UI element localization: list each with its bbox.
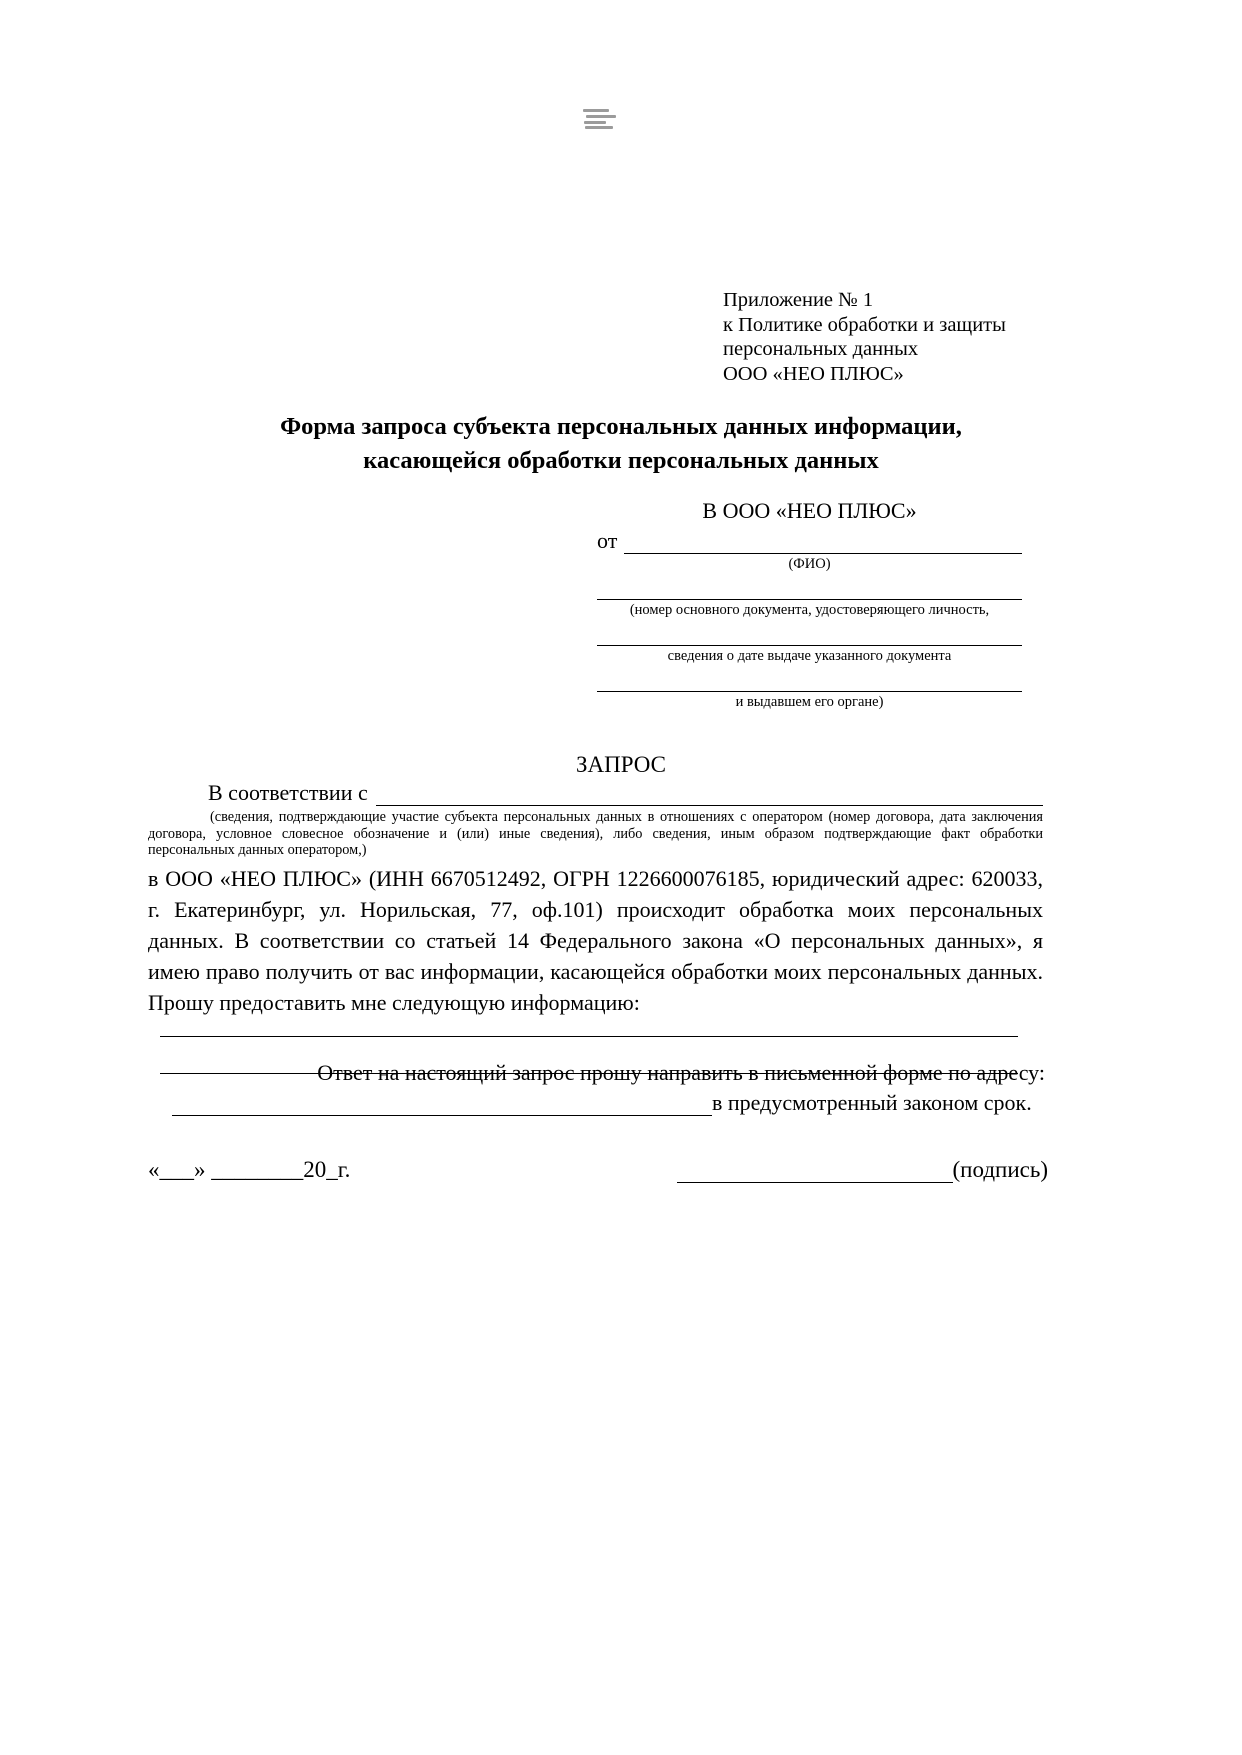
in-accordance-input-line[interactable]	[376, 785, 1043, 806]
answer-address-input-line[interactable]	[172, 1093, 712, 1116]
document-number-caption: (номер основного документа, удостоверяющего личность,	[629, 602, 990, 618]
addressee-from-row	[597, 527, 1022, 554]
header-line-company: ООО «НЕО ПЛЮС»	[723, 362, 904, 385]
header-line-policy-2: персональных данных	[723, 338, 919, 360]
document-number-input-line[interactable]	[597, 575, 1022, 600]
date-stub[interactable]: «___» ________20_г.	[148, 1157, 351, 1182]
in-accordance-row	[148, 780, 1043, 806]
answer-address-tail: в предусмотренный законом срок.	[712, 1090, 1032, 1115]
document-date-input-line[interactable]	[597, 621, 1022, 646]
answer-instruction: Ответ на настоящий запрос прошу направить в письменной форме по адресу:	[317, 1060, 1045, 1085]
in-accordance-label: В соответствии с	[208, 780, 368, 805]
signature-row	[148, 1157, 1048, 1183]
information-input-line-1[interactable]	[160, 1000, 1018, 1037]
header-line-appendix: Приложение № 1	[723, 289, 874, 311]
document-body	[148, 780, 1043, 1018]
request-heading: ЗАПРОС	[575, 752, 667, 777]
addressee-to: В ООО «НЕО ПЛЮС»	[702, 498, 917, 523]
company-logo-icon	[583, 105, 619, 131]
fio-input-line[interactable]	[624, 532, 1022, 554]
document-date-caption: сведения о дате выдаче указанного документа	[667, 648, 952, 664]
signature-input-line[interactable]	[677, 1160, 953, 1183]
document-organ-input-line[interactable]	[597, 667, 1022, 692]
main-paragraph: в ООО «НЕО ПЛЮС» (ИНН 6670512492, ОГРН 1226600076185, юридический адрес: 620033, г. Екатеринбург, ул. Норильская, 77, оф.101) происходит обработка моих персональных данных. В соответствии со статьей 14 Федерального закона «О персональных данных», я имею право получить от вас информации, касающейся обработки моих персональных данных. Прошу предоставить мне следующую информацию:	[148, 865, 1043, 1015]
page-title-line-2: касающейся обработки персональных данных	[363, 447, 879, 474]
document-header	[723, 288, 1143, 386]
addressee-from-label: от	[597, 528, 618, 553]
header-line-policy-1: к Политике обработки и защиты	[723, 313, 1006, 336]
answer-address-row	[172, 1090, 1044, 1116]
fio-caption: (ФИО)	[788, 556, 831, 572]
page-title-line-1: Форма запроса субъекта персональных данных информации,	[280, 413, 962, 440]
signature-caption: (подпись)	[952, 1157, 1048, 1182]
document-organ-caption: и выдавшем его органе)	[735, 694, 884, 710]
addressee-block	[597, 497, 1022, 711]
page-title	[150, 410, 1092, 478]
fineprint-note: (сведения, подтверждающие участие субъекта персональных данных в отношениях с оператором (номер договора, дата заключения договора, условное словесное обозначение и (или) иные сведения), либо сведения, иным образом подтверждающие факт обработки персональных данных оператором,)	[148, 809, 1043, 858]
